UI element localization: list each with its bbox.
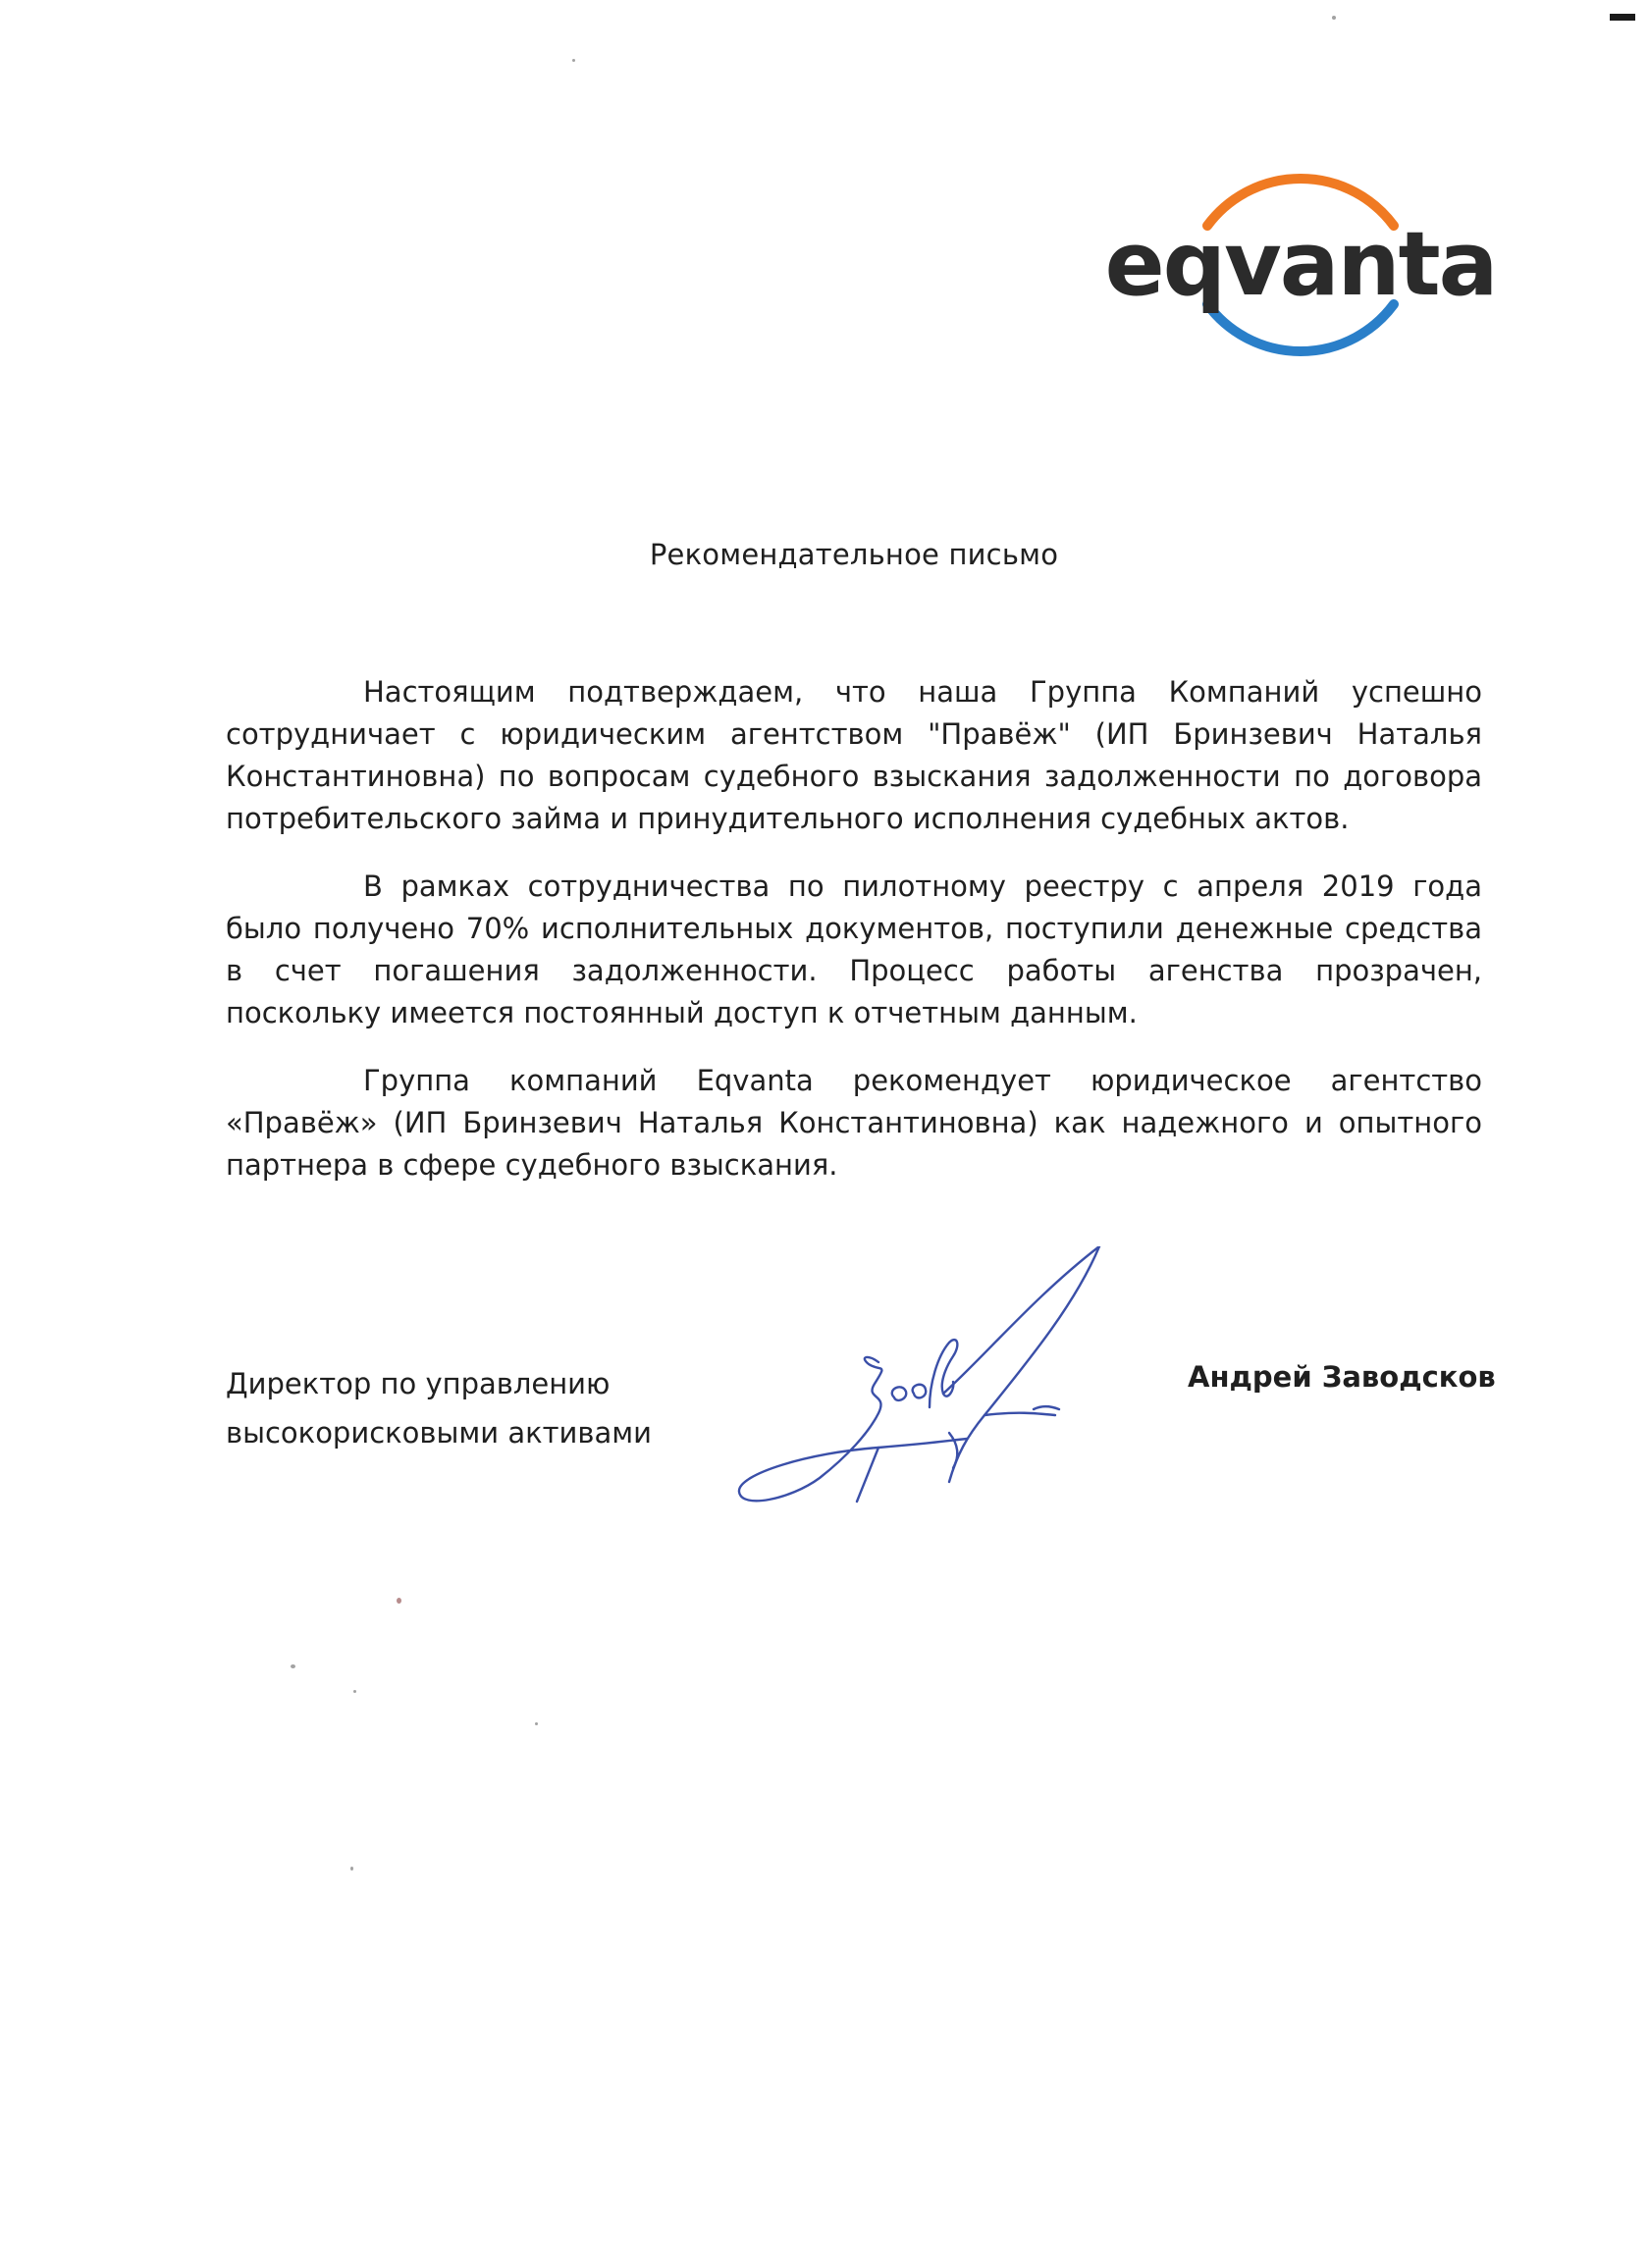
scan-speck	[535, 1722, 538, 1725]
letter-title: Рекомендательное письмо	[649, 538, 1059, 571]
handwritten-signature	[721, 1246, 1134, 1531]
logo-wordmark: eqvanta	[1104, 213, 1497, 316]
position-line-2: высокорисковыми активами	[226, 1416, 652, 1450]
scan-speck	[291, 1664, 295, 1668]
scan-speck	[353, 1690, 356, 1693]
scan-speck	[1332, 16, 1336, 20]
paragraph-2: В рамках сотрудничества по пилотному реестру с апреля 2019 года было получено 70% исполнительных документов, поступили денежные средства в счет погашения задолженности. Процесс работы агенства прозрачен, поскольку имеется постоянный доступ к отчетным данным.	[226, 870, 1482, 1029]
scan-corner-mark	[1610, 14, 1635, 21]
position-line-1: Директор по управлению	[226, 1367, 611, 1400]
paragraph-1: Настоящим подтверждаем, что наша Группа Компаний успешно сотрудничает с юридическим агентством "Правёж" (ИП Бринзевич Наталья Константиновна) по вопросам судебного взыскания задолженности по договора потребительского займа и принудительного исполнения судебных актов.	[226, 675, 1482, 835]
eqvanta-logo	[1104, 157, 1497, 373]
scan-speck	[350, 1867, 353, 1871]
scan-speck	[397, 1598, 401, 1604]
signer-name: Андрей Заводсков	[1188, 1360, 1496, 1394]
scan-speck	[572, 59, 575, 62]
letter-body	[226, 671, 1482, 1212]
signer-position	[226, 1359, 652, 1457]
paragraph-3: Группа компаний Eqvanta рекомендует юридическое агентство «Правёж» (ИП Бринзевич Наталья Константиновна) как надежного и опытного партнера в сфере судебного взыскания.	[226, 1064, 1482, 1182]
